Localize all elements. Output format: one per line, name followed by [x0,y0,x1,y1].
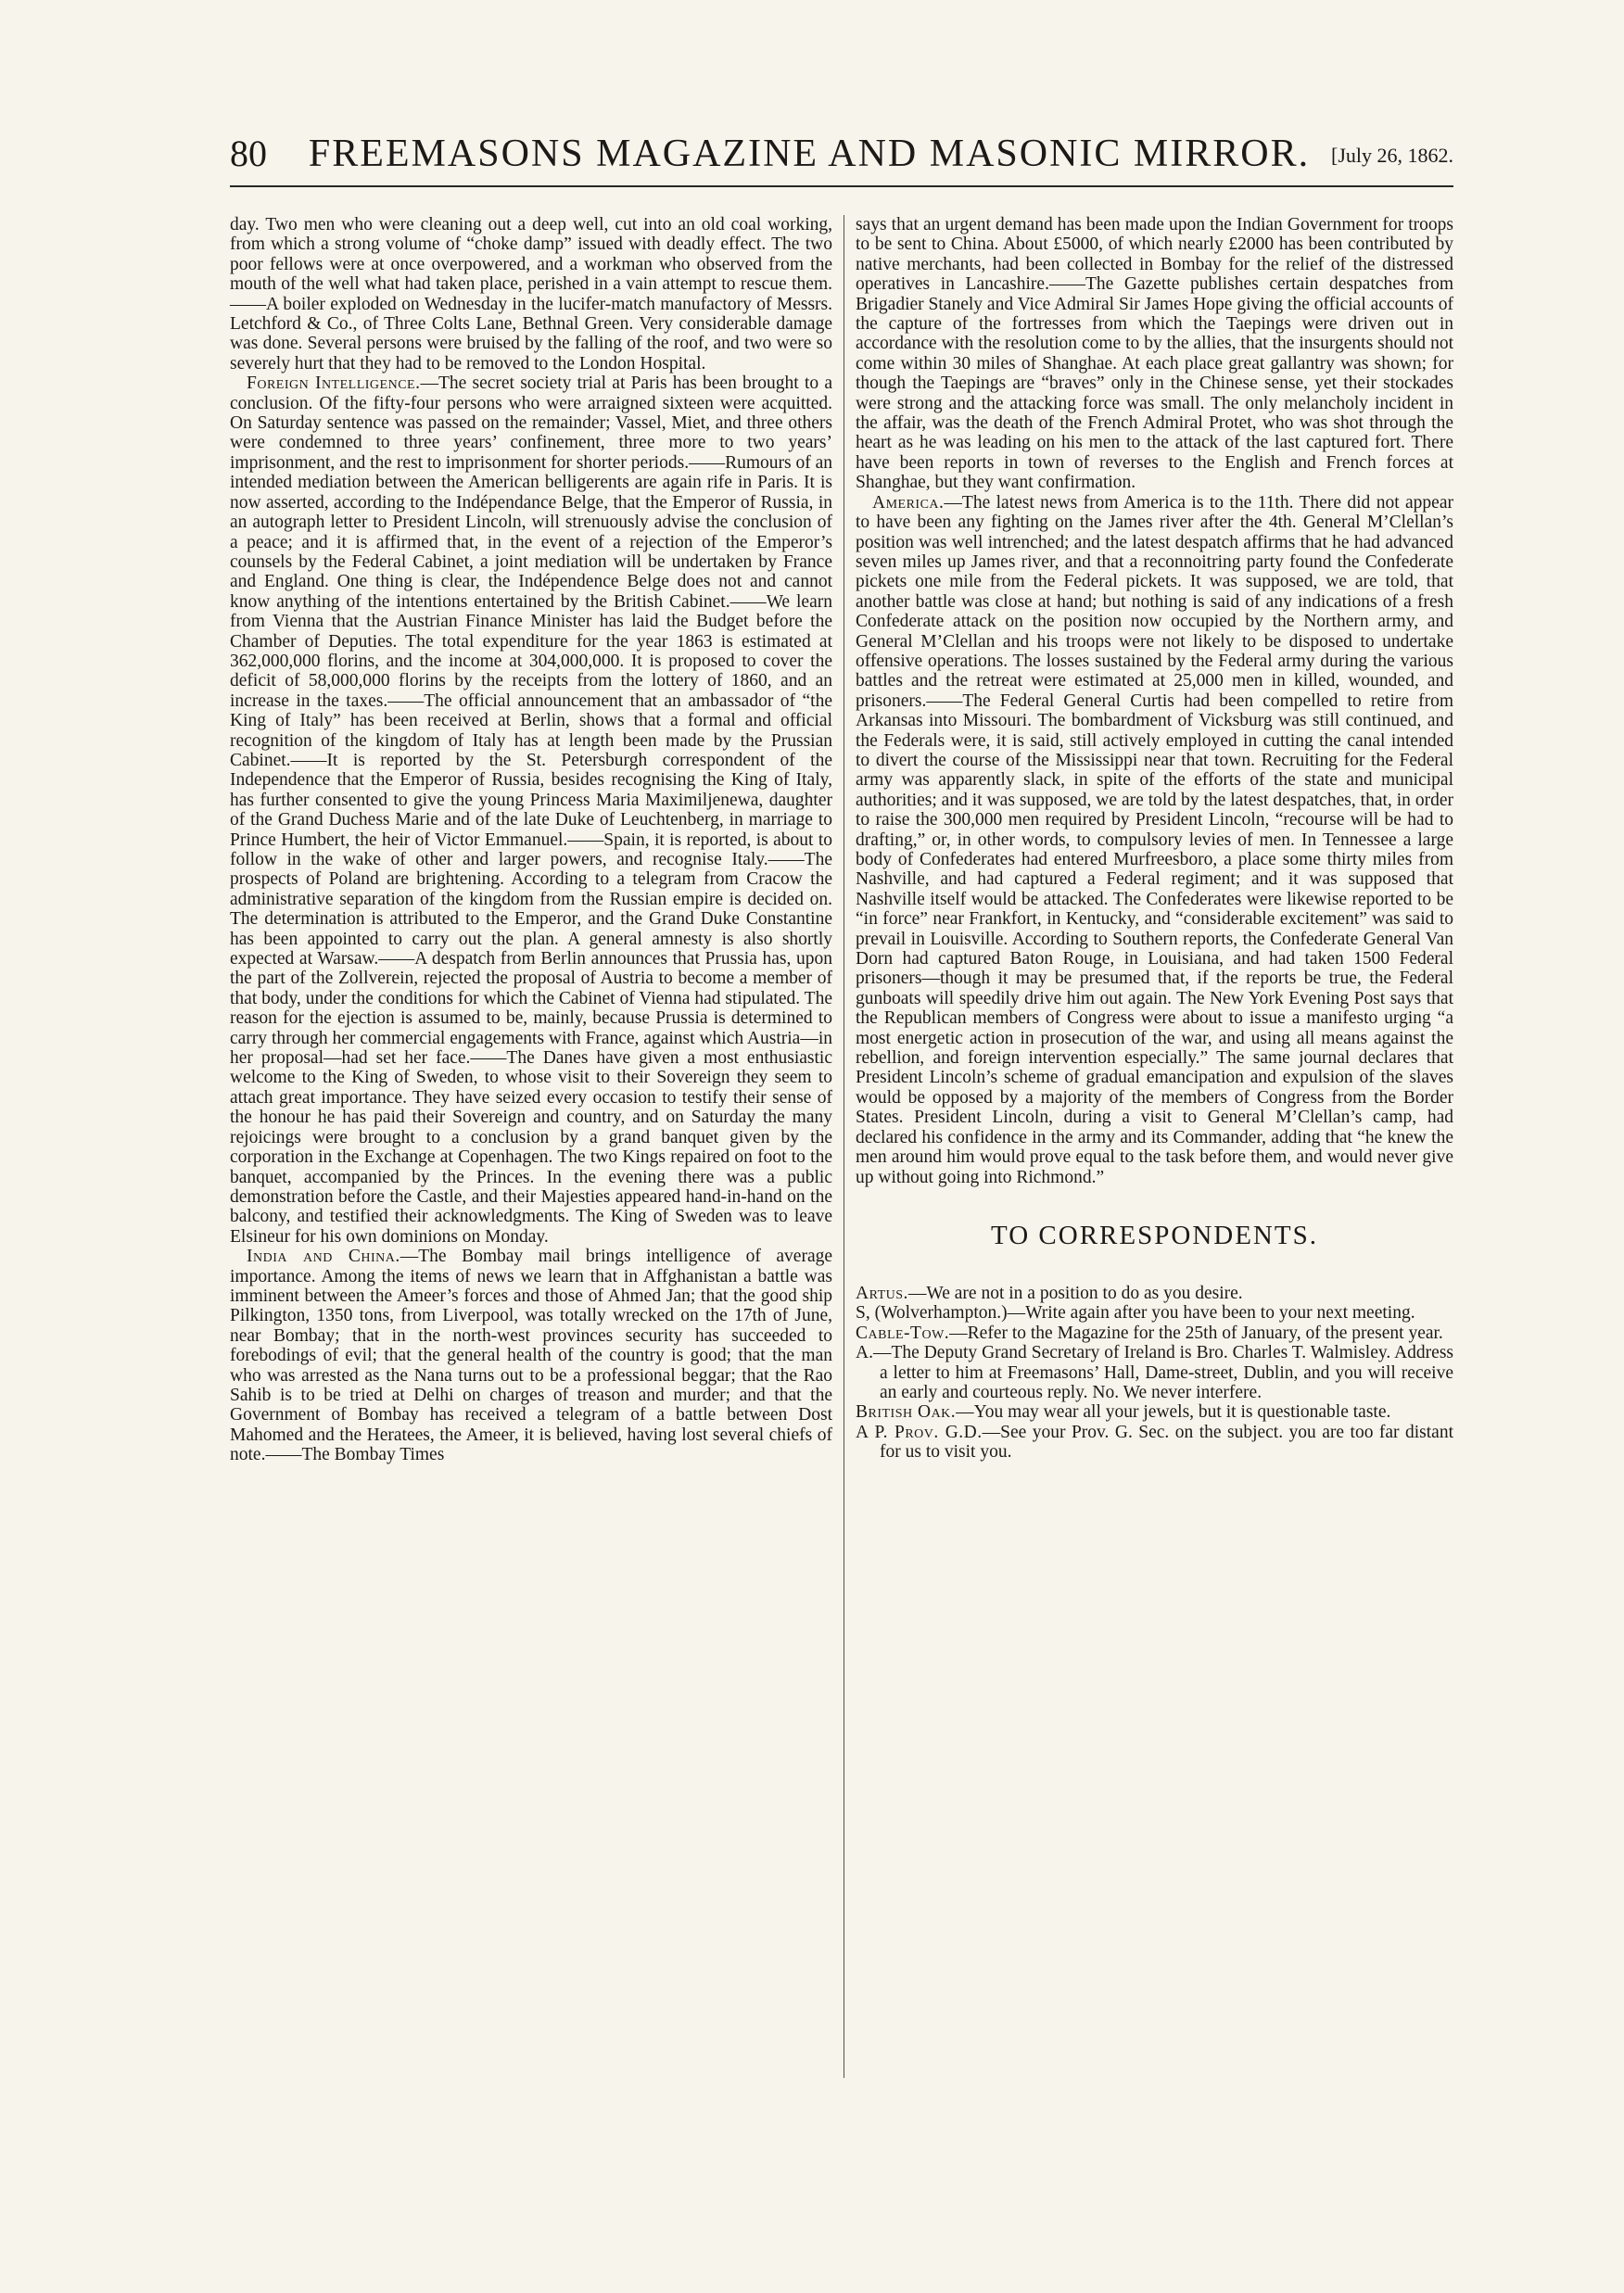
section-label-foreign: Foreign Intelligence. [247,374,421,394]
right-column [856,215,1453,1463]
correspondents-heading: TO CORRESPONDENTS. [991,1220,1318,1250]
section-label-america: America. [872,492,945,513]
page-number: 80 [230,133,267,174]
correspondent-name: A. [856,1343,873,1363]
correspondent-entry [856,1324,1453,1343]
left-column [230,215,832,1465]
section-label-india: India and China. [247,1247,400,1267]
correspondent-reply: —Refer to the Magazine for the 25th of January, of the present year. [949,1323,1443,1343]
correspondent-entry [856,1402,1453,1422]
issue-date: [July 26, 1862. [1331,144,1453,167]
correspondent-name: British Oak. [856,1402,957,1423]
america-text: —The latest news from America is to the 11th. There did not appear to have been any fighting on the James river after the 4th. General M’Clellan’s position was well intrenched; and the latest despatch affirms that he had advanced seven miles up James river, and that a reconnoitring party found the Confederate pickets one mile from the Federal pickets. It was supposed, we are told, that another battle was close at hand; but nothing is said of any indications of a fresh Confederate attack on the position now occupied by the Northern army, and General M’Clellan and his troops were not likely to be disposed to undertake offensive operations. The losses sustained by the Federal army during the various battles and the retreat were estimated at 25,000 men in killed, wounded, and prisoners.——The Federal General Curtis had been compelled to retire from Arkansas into Missouri. The bombardment of Vicksburg was still continued, and the Federals were, it is said, still actively employed in cutting the canal intended to divert the course of the Mississippi near that town. Recruiting for the Federal army was apparently slack, in spite of the efforts of the state and municipal authorities; and it was supposed, we are told by the latest despatches, that, in order to raise the 300,000 men required by President Lincoln, “recourse will be had to drafting,” or, in other words, to compulsory levies of men. In Tennessee a large body of Confederates had entered Murfreesboro, a place some thirty miles from Nashville, and had captured a Federal regiment; and it was supposed that Nashville itself would be attacked. The Confederates were likewise reported to be “in force” near Frankfort, in Kentucky, and “considerable excitement” was said to prevail in Louisville. According to Southern reports, the Confederate General Van Dorn had captured Baton Rouge, in Louisiana, and had taken 1500 Federal prisoners—though it may be presumed that, if the reports be true, the Federal gunboats will speedily drive him out again. The New York Evening Post says that the Republican members of Congress were about to issue a manifesto urging “a most energetic action in prosecution of the war, and using all means against the rebellion, and foreign intervention especially.” The same journal declares that President Lincoln’s scheme of gradual emancipation and expulsion of the slaves would be opposed by a majority of the members of Congress from the Border States. President Lincoln, during a visit to General M’Clellan’s camp, had declared his confidence in the army and its Commander, adding that “he knew the men around him would prove equal to the task before them, and would never give up without going into Richmond.” [856,492,1453,1187]
correspondent-entry [856,1303,1453,1323]
correspondent-reply: —We are not in a position to do as you desire. [907,1283,1243,1303]
page-header [230,130,1453,187]
article-india-china [230,1247,832,1464]
article-foreign-intelligence [230,374,832,1247]
correspondent-reply: —See your Prov. G. Sec. on the subject. you are too far distant for us to visit you. [880,1422,1453,1463]
india-text: —The Bombay mail brings intelligence of average importance. Among the items of news we learn that in Affghanistan a battle was imminent between the Ameer’s forces and those of Ahmed Jan; that the good ship Pilkington, 1350 tons, from Liverpool, was totally wrecked on the 17th of June, near Bombay; that in the north-west provinces security has succeeded to forebodings of evil; that the general health of the country is good; that the man who was arrested as the Nana turns out to be a professional beggar; that the Rao Sahib is to be tried at Delhi on charges of treason and murder; and that the Government of Bombay has received a telegram of a battle between Dost Mahomed and the Heratees, the Ameer, it is believed, having lost several chiefs of note.——The Bombay Times [230,1247,832,1465]
correspondent-entry [856,1423,1453,1463]
correspondent-name: A P. Prov. G.D. [856,1422,983,1442]
correspondent-reply: —The Deputy Grand Secretary of Ireland is Bro. Charles T. Walmisley. Address a letter to him at Freemasons’ Hall, Dame-street, Dublin, and you will receive an early and courteous reply. No. We never interfere. [872,1343,1453,1402]
correspondent-name: S, (Wolverhampton.) [856,1303,1008,1324]
article-domestic-news: day. Two men who were cleaning out a deep well, cut into an old coal working, from which a strong volume of “choke damp” issued with deadly effect. The two poor fellows were at once overpowered, and a workman who observed from the mouth of the well what had taken place, perished in a vain attempt to rescue them.——A boiler exploded on Wednesday in the lucifer-match manufactory of Messrs. Letchford & Co., of Three Colts Lane, Bethnal Green. Very considerable damage was done. Several persons were bruised by the falling of the roof, and two were so severely hurt that they had to be removed to the London Hospital. [230,215,832,374]
correspondent-reply: —You may wear all your jewels, but it is questionable taste. [956,1402,1391,1423]
article-india-continued: says that an urgent demand has been made upon the Indian Government for troops to be sent to China. About £5000, of which nearly £2000 has been contributed by native merchants, had been collected in Bombay for the relief of the distressed operatives in Lancashire.——The Gazette publishes certain despatches from Brigadier Stanely and Vice Admiral Sir James Hope giving the official accounts of the capture of the fortresses from which the Taepings were driven out in accordance with the resolution come to by the allies, that the insurgents should not come within 30 miles of Shanghae. At each place great gallantry was shown; for though the Taepings are “braves” only in the Chinese sense, yet their stockades were strong and the attacking force was small. The only melancholy incident in the affair, was the death of the French Admiral Protet, who was shot through the heart as he was leading on his men to the attack of the last captured fort. There have been reports in town of reverses to the English and French forces at Shanghae, but they want confirmation. [856,215,1453,493]
correspondent-name: Artus. [856,1283,908,1303]
correspondent-name: Cable-Tow. [856,1323,950,1343]
foreign-text: —The secret society trial at Paris has been brought to a conclusion. Of the fifty-four persons who were arraigned sixteen were acquitted. On Saturday sentence was passed on the remainder; Vassel, Miet, and three others were condemned to three years’ confinement, three more to two years’ imprisonment, and the rest to imprisonment for shorter periods.——Rumours of an intended mediation between the American belligerents are again rife in Paris. It is now asserted, according to the Indépendance Belge, that the Emperor of Russia, in an autograph letter to President Lincoln, will strenuously advise the conclusion of a peace; and it is affirmed that, in the event of a rejection of the Emperor’s counsels by the Federal Cabinet, a joint mediation will be undertaken by France and England. One thing is clear, the Indépendence Belge does not and cannot know anything of the intentions entertained by the British Cabinet.——We learn from Vienna that the Austrian Finance Minister has laid the Budget before the Chamber of Deputies. The total expenditure for the year 1863 is estimated at 362,000,000 florins, and the income at 304,000,000. It is proposed to cover the deficit of 58,000,000 florins by the receipts from the lottery of 1860, and an increase in the taxes.——The official announcement that an ambassador of “the King of Italy” has been received at Berlin, shows that a formal and official recognition of the kingdom of Italy has at length been made by the Prussian Cabinet.——It is reported by the St. Petersburgh correspondent of the Independence that the Emperor of Russia, besides recognising the King of Italy, has further consented to give the young Princess Maria Maximiljenewa, daughter of the Grand Duchess Marie and of the late Duke of Leuchtenberg, in marriage to Prince Humbert, the heir of Victor Emmanuel.——Spain, it is reported, is about to follow in the wake of other and larger powers, and recognise Italy.——The prospects of Poland are brightening. According to a telegram from Cracow the administrative separation of the kingdom from the Russian empire is decided on. The determination is attributed to the Emperor, and the Grand Duke Constantine has been appointed to carry out the plan. A general amnesty is also shortly expected at Warsaw.——A despatch from Berlin announces that Prussia has, upon the part of the Zollverein, rejected the proposal of Austria to become a member of that body, under the conditions for which the Cabinet of Vienna had stipulated. The reason for the ejection is assumed to be, mainly, because Prussia is determined to carry through her commercial engagements with France, against which Austria—in her proposal—had set her face.——The Danes have given a most enthusiastic welcome to the King of Sweden, to whose visit to their Sovereign they seem to attach great importance. They have seized every occasion to testify their sense of the honour he has paid their Sovereign and country, and on Saturday the many rejoicings were brought to a conclusion by a grand banquet given by the corporation in the Exchange at Copenhagen. The two Kings repaired on foot to the banquet, accompanied by the Princes. In the evening there was a public demonstration before the Castle, and their Majesties appeared hand-in-hand on the balcony, and testified their acknowledgments. The King of Sweden was to leave Elsineur for his own dominions on Monday. [230,374,832,1247]
correspondents-list [856,1284,1453,1463]
article-america [856,493,1453,1187]
correspondent-reply: —Write again after you have been to your next meeting. [1007,1303,1415,1324]
correspondent-entry [856,1284,1453,1303]
running-title: FREEMASONS MAGAZINE AND MASONIC MIRROR. [308,133,1311,175]
correspondent-entry [856,1343,1453,1402]
